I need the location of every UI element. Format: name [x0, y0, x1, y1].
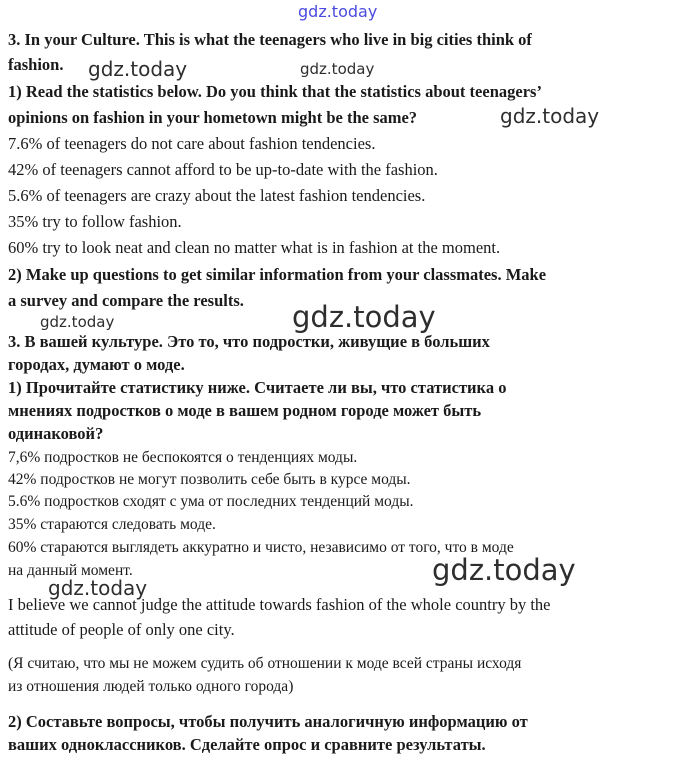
russian-task-heading: 3. В вашей культуре. Это то, что подростки, живущие в больших	[8, 332, 490, 351]
watermark: gdz.today	[292, 300, 436, 334]
answer-english: attitude of people of only one city.	[8, 620, 235, 639]
english-stat: 5.6% of teenagers are crazy about the latest fashion tendencies.	[8, 186, 426, 205]
english-question-2: 2) Make up questions to get similar information from your classmates. Make	[8, 265, 547, 284]
english-stat: 60% try to look neat and clean no matter what is in fashion at the moment.	[8, 238, 501, 257]
russian-stat: 5.6% подростков сходят с ума от последних тенденций моды.	[8, 493, 414, 510]
watermark-top: gdz.today	[298, 2, 378, 21]
russian-stat: 42% подростков не могут позволить себе быть в курсе моды.	[8, 471, 411, 488]
russian-question-1: 1) Прочитайте статистику ниже. Считаете ли вы, что статистика о	[8, 378, 507, 397]
russian-stat: 60% стараются выглядеть аккуратно и чисто, независимо от того, что в моде	[8, 539, 514, 556]
english-stat: 35% try to follow fashion.	[8, 212, 182, 231]
english-question-1: opinions on fashion in your hometown might be the same?	[8, 108, 418, 127]
answer-russian: из отношения людей только одного города)	[8, 678, 294, 695]
watermark: gdz.today	[300, 60, 375, 78]
russian-stat: 35% стараются следовать моде.	[8, 516, 216, 533]
answer-english: I believe we cannot judge the attitude towards fashion of the whole country by the	[8, 595, 551, 614]
russian-question-1: одинаковой?	[8, 424, 104, 443]
russian-stat: 7,6% подростков не беспокоятся о тенденциях моды.	[8, 449, 358, 466]
watermark: gdz.today	[500, 104, 600, 128]
watermark: gdz.today	[432, 553, 576, 587]
watermark: gdz.today	[48, 576, 148, 600]
english-question-2: a survey and compare the results.	[8, 291, 244, 310]
english-stat: 7.6% of teenagers do not care about fashion tendencies.	[8, 134, 376, 153]
watermark: gdz.today	[88, 57, 188, 81]
answer-russian: (Я считаю, что мы не можем судить об отношении к моде всей страны исходя	[8, 655, 522, 672]
russian-task-heading: городах, думают о моде.	[8, 355, 185, 374]
english-task-heading: fashion.	[8, 55, 64, 74]
russian-stat: на данный момент.	[8, 562, 133, 579]
russian-question-2: 2) Составьте вопросы, чтобы получить аналогичную информацию от	[8, 712, 528, 731]
english-stat: 42% of teenagers cannot afford to be up-to-date with the fashion.	[8, 160, 438, 179]
watermark: gdz.today	[40, 313, 115, 331]
english-question-1: 1) Read the statistics below. Do you think that the statistics about teenagers’	[8, 82, 542, 101]
russian-question-1: мнениях подростков о моде в вашем родном городе может быть	[8, 401, 482, 420]
english-task-heading: 3. In your Culture. This is what the teenagers who live in big cities think of	[8, 30, 532, 49]
russian-question-2: ваших одноклассников. Сделайте опрос и сравните результаты.	[8, 735, 486, 754]
